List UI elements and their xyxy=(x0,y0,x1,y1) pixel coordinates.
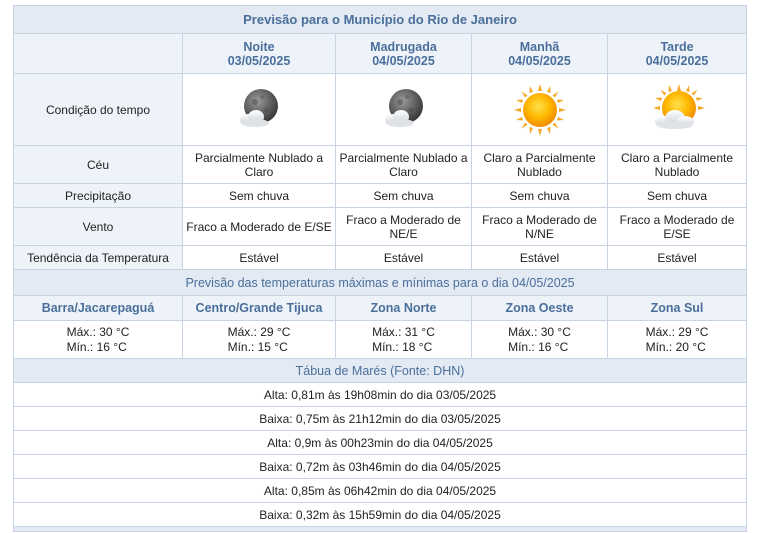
table-footer-strip xyxy=(14,527,747,532)
zone-temps-cell xyxy=(183,321,336,359)
tides-title: Tábua de Marés (Fonte: DHN) xyxy=(14,359,747,383)
row-label-ceu: Céu xyxy=(14,146,183,184)
period-name: Madrugada xyxy=(370,39,437,54)
zone-header: Zona Sul xyxy=(608,296,747,321)
precipitacao-cell: Sem chuva xyxy=(608,184,747,208)
condition-cell xyxy=(336,74,472,146)
forecast-title: Previsão para o Município do Rio de Janeiro xyxy=(14,6,747,34)
max-temp: Máx.: 30 °C xyxy=(66,324,130,339)
period-name: Manhã xyxy=(519,39,560,54)
tendencia-cell: Estável xyxy=(472,246,608,270)
zone-temps-cell xyxy=(608,321,747,359)
max-temp: Máx.: 31 °C xyxy=(372,324,435,339)
row-label-precipitacao: Precipitação xyxy=(14,184,183,208)
max-temp: Máx.: 29 °C xyxy=(645,324,709,339)
zone-header: Centro/Grande Tijuca xyxy=(183,296,336,321)
vento-cell: Fraco a Moderado de N/NE xyxy=(472,208,608,246)
min-temp: Mín.: 20 °C xyxy=(645,339,706,354)
moon-cloud-icon xyxy=(231,82,287,138)
vento-cell: Fraco a Moderado de E/SE xyxy=(183,208,336,246)
period-date: 04/05/2025 xyxy=(372,53,435,68)
min-temp: Mín.: 16 °C xyxy=(66,339,127,354)
period-header-noite xyxy=(183,34,336,74)
precipitacao-cell: Sem chuva xyxy=(472,184,608,208)
tendencia-cell: Estável xyxy=(183,246,336,270)
vento-cell: Fraco a Moderado de E/SE xyxy=(608,208,747,246)
max-temp: Máx.: 29 °C xyxy=(227,324,291,339)
sun-icon xyxy=(512,82,568,138)
moon-cloud-icon xyxy=(376,82,432,138)
ceu-cell: Parcialmente Nublado a Claro xyxy=(183,146,336,184)
sun-cloud-icon xyxy=(649,82,705,138)
zone-header: Zona Oeste xyxy=(472,296,608,321)
forecast-table xyxy=(13,5,747,532)
precipitacao-cell: Sem chuva xyxy=(336,184,472,208)
period-header-tarde xyxy=(608,34,747,74)
min-temp: Mín.: 15 °C xyxy=(227,339,288,354)
ceu-cell: Parcialmente Nublado a Claro xyxy=(336,146,472,184)
zone-temps-cell xyxy=(336,321,472,359)
tide-row: Alta: 0,81m às 19h08min do dia 03/05/2025 xyxy=(14,383,747,407)
corner-cell xyxy=(14,34,183,74)
row-label-vento: Vento xyxy=(14,208,183,246)
tide-row: Baixa: 0,72m às 03h46min do dia 04/05/2025 xyxy=(14,455,747,479)
tendencia-cell: Estável xyxy=(336,246,472,270)
period-date: 04/05/2025 xyxy=(508,53,571,68)
zone-header: Zona Norte xyxy=(336,296,472,321)
condition-cell xyxy=(472,74,608,146)
ceu-cell: Claro a Parcialmente Nublado xyxy=(472,146,608,184)
min-temp: Mín.: 18 °C xyxy=(372,339,433,354)
min-temp: Mín.: 16 °C xyxy=(508,339,569,354)
tide-row: Alta: 0,85m às 06h42min do dia 04/05/2025 xyxy=(14,479,747,503)
max-temp: Máx.: 30 °C xyxy=(508,324,571,339)
period-header-manha xyxy=(472,34,608,74)
vento-cell: Fraco a Moderado de NE/E xyxy=(336,208,472,246)
ceu-cell: Claro a Parcialmente Nublado xyxy=(608,146,747,184)
zone-temps-cell xyxy=(14,321,183,359)
period-name: Tarde xyxy=(660,39,694,54)
tide-row: Alta: 0,9m às 00h23min do dia 04/05/2025 xyxy=(14,431,747,455)
precipitacao-cell: Sem chuva xyxy=(183,184,336,208)
condition-cell xyxy=(183,74,336,146)
period-name: Noite xyxy=(243,39,275,54)
zone-temps-cell xyxy=(472,321,608,359)
period-date: 03/05/2025 xyxy=(227,53,291,68)
row-label-condicao: Condição do tempo xyxy=(14,74,183,146)
period-header-madrugada xyxy=(336,34,472,74)
tide-row: Baixa: 0,32m às 15h59min do dia 04/05/2025 xyxy=(14,503,747,527)
tide-row: Baixa: 0,75m às 21h12min do dia 03/05/2025 xyxy=(14,407,747,431)
tendencia-cell: Estável xyxy=(608,246,747,270)
zone-header: Barra/Jacarepaguá xyxy=(14,296,183,321)
condition-cell xyxy=(608,74,747,146)
temperatures-title: Previsão das temperaturas máximas e mínimas para o dia 04/05/2025 xyxy=(14,270,747,296)
row-label-tendencia: Tendência da Temperatura xyxy=(14,246,183,270)
period-date: 04/05/2025 xyxy=(645,53,709,68)
